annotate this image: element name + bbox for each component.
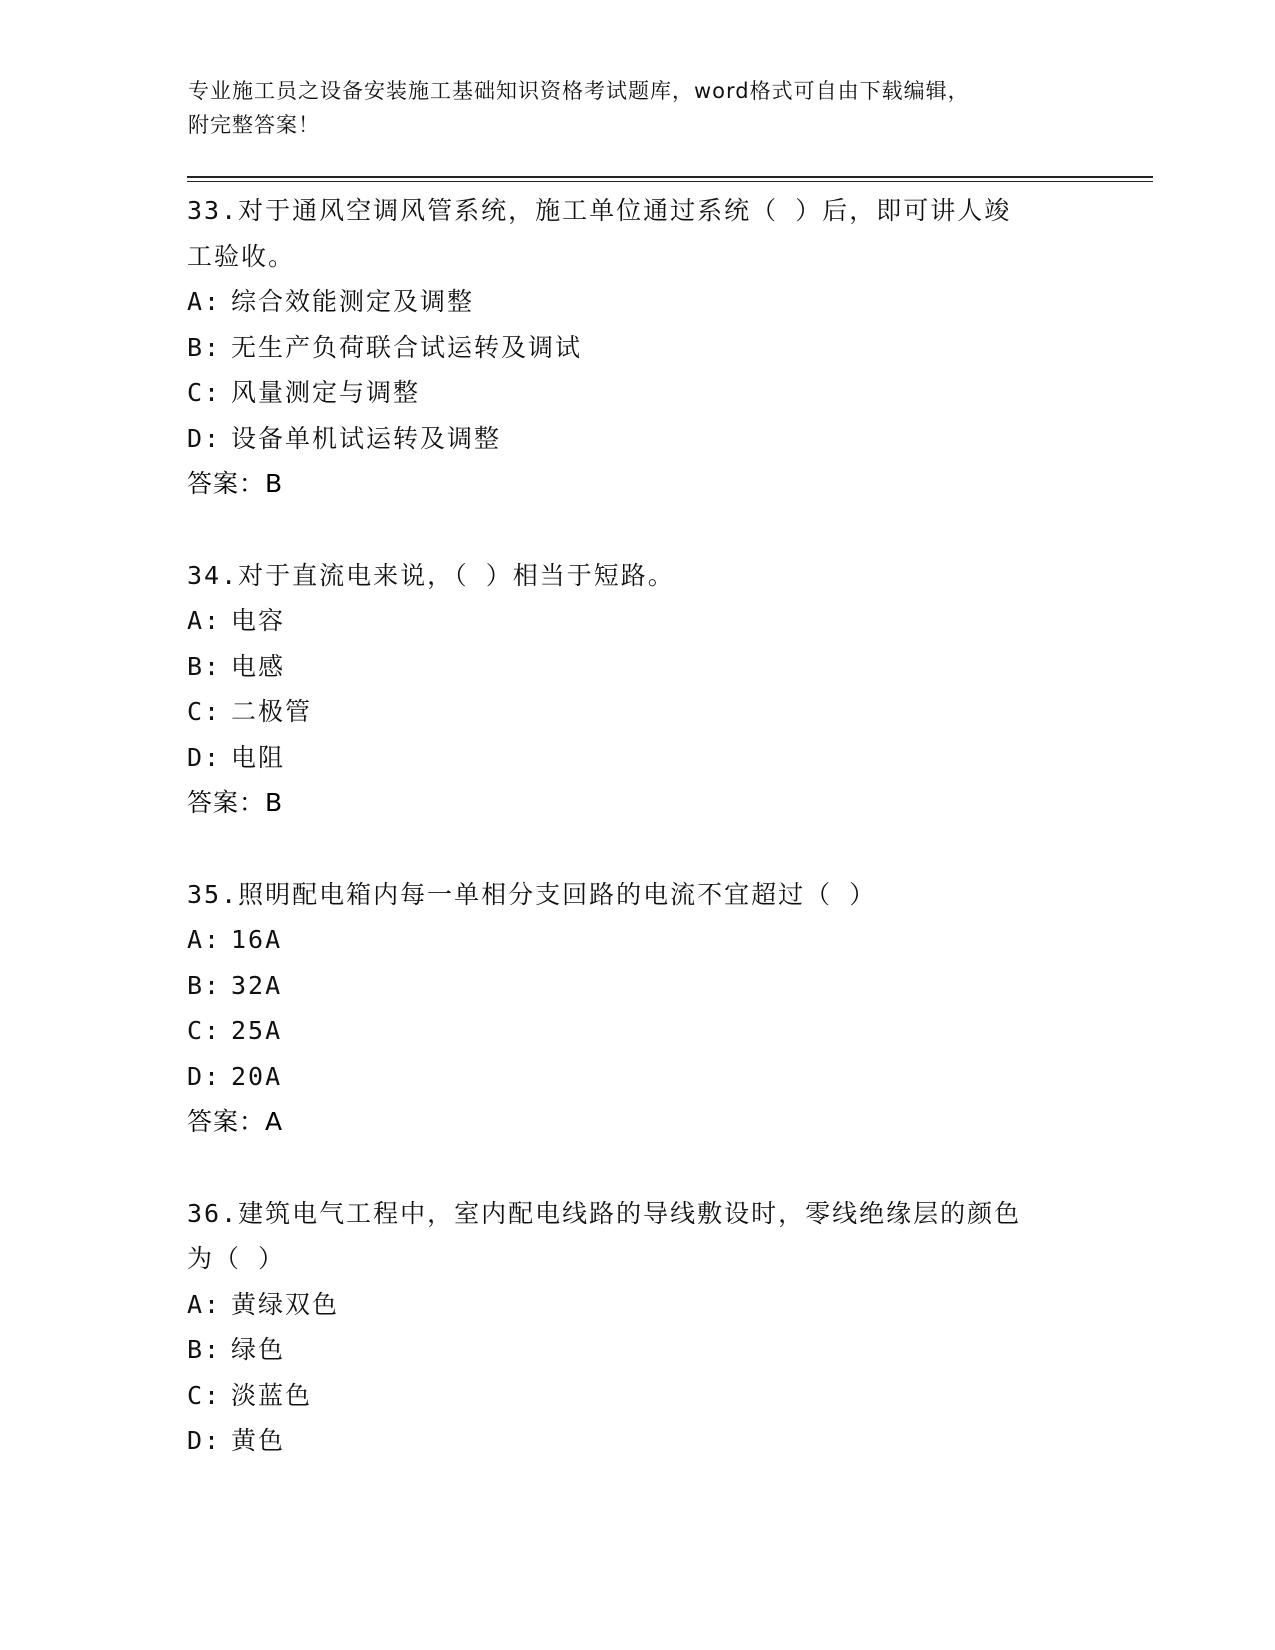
option-key: B: [187, 651, 222, 681]
option-c [187, 689, 1067, 735]
option-text: 黄绿双色 [231, 1289, 340, 1319]
question-list [187, 188, 1067, 1464]
option-text: 绿色 [231, 1335, 286, 1364]
option-d [187, 1418, 1067, 1464]
option-text: 淡蓝色 [231, 1380, 313, 1410]
option-text: 无生产负荷联合试运转及调试 [231, 332, 583, 362]
answer-line: 答案：B [187, 788, 284, 817]
option-text: 黄色 [231, 1426, 286, 1455]
header-divider-thin [187, 181, 1153, 182]
option-key: C: [187, 378, 222, 407]
option-key: B: [187, 970, 222, 1000]
question-block [187, 188, 1067, 507]
option-d [187, 416, 1067, 462]
option-text: 电感 [231, 651, 286, 681]
question-stem: 35.照明配电箱内每一单相分支回路的电流不宜超过（ ） [187, 879, 877, 909]
option-c [187, 1373, 1067, 1419]
option-text: 16A [231, 925, 283, 954]
option-b [187, 325, 1067, 371]
header-line-2: 附完整答案！ [188, 113, 320, 137]
option-key: A: [187, 1289, 222, 1319]
option-key: C: [187, 697, 222, 726]
option-key: A: [187, 287, 222, 316]
option-text: 25A [231, 1016, 283, 1045]
option-key: B: [187, 332, 222, 362]
option-b [187, 1327, 1067, 1373]
option-key: D: [187, 742, 222, 772]
option-text: 32A [231, 970, 283, 1000]
option-text: 20A [231, 1061, 283, 1091]
option-a [187, 598, 1067, 644]
option-c [187, 1008, 1067, 1054]
option-a [187, 917, 1067, 963]
option-text: 电容 [231, 606, 286, 635]
question-block [187, 553, 1067, 826]
option-key: C: [187, 1016, 222, 1045]
option-b [187, 963, 1067, 1009]
question-stem-continued: 为（ ） [187, 1244, 286, 1273]
option-key: D: [187, 1061, 222, 1091]
answer-line: 答案：B [187, 469, 284, 498]
document-header [188, 74, 1088, 142]
question-block [187, 872, 1067, 1145]
header-divider-thick [187, 176, 1153, 178]
question-block [187, 1191, 1067, 1464]
option-a [187, 1282, 1067, 1328]
option-key: D: [187, 423, 222, 453]
option-d [187, 1054, 1067, 1100]
question-stem: 36.建筑电气工程中，室内配电线路的导线敷设时，零线绝缘层的颜色 [187, 1198, 1022, 1228]
option-key: B: [187, 1335, 222, 1364]
option-d [187, 735, 1067, 781]
option-b [187, 644, 1067, 690]
header-line-1: 专业施工员之设备安装施工基础知识资格考试题库，word格式可自由下载编辑， [188, 79, 970, 103]
question-stem: 34.对于直流电来说，（ ）相当于短路。 [187, 560, 675, 590]
option-text: 综合效能测定及调整 [231, 287, 475, 316]
answer-line: 答案：A [187, 1107, 284, 1136]
question-stem: 33.对于通风空调风管系统，施工单位通过系统（ ）后，即可讲人竣 [187, 196, 1012, 225]
option-key: A: [187, 606, 222, 635]
option-key: C: [187, 1380, 222, 1410]
option-key: A: [187, 925, 222, 954]
option-key: D: [187, 1426, 222, 1455]
option-c [187, 370, 1067, 416]
option-a [187, 279, 1067, 325]
question-stem-continued: 工验收。 [187, 241, 296, 271]
option-text: 二极管 [231, 697, 313, 726]
option-text: 设备单机试运转及调整 [231, 423, 502, 453]
option-text: 电阻 [231, 742, 286, 772]
option-text: 风量测定与调整 [231, 378, 421, 407]
